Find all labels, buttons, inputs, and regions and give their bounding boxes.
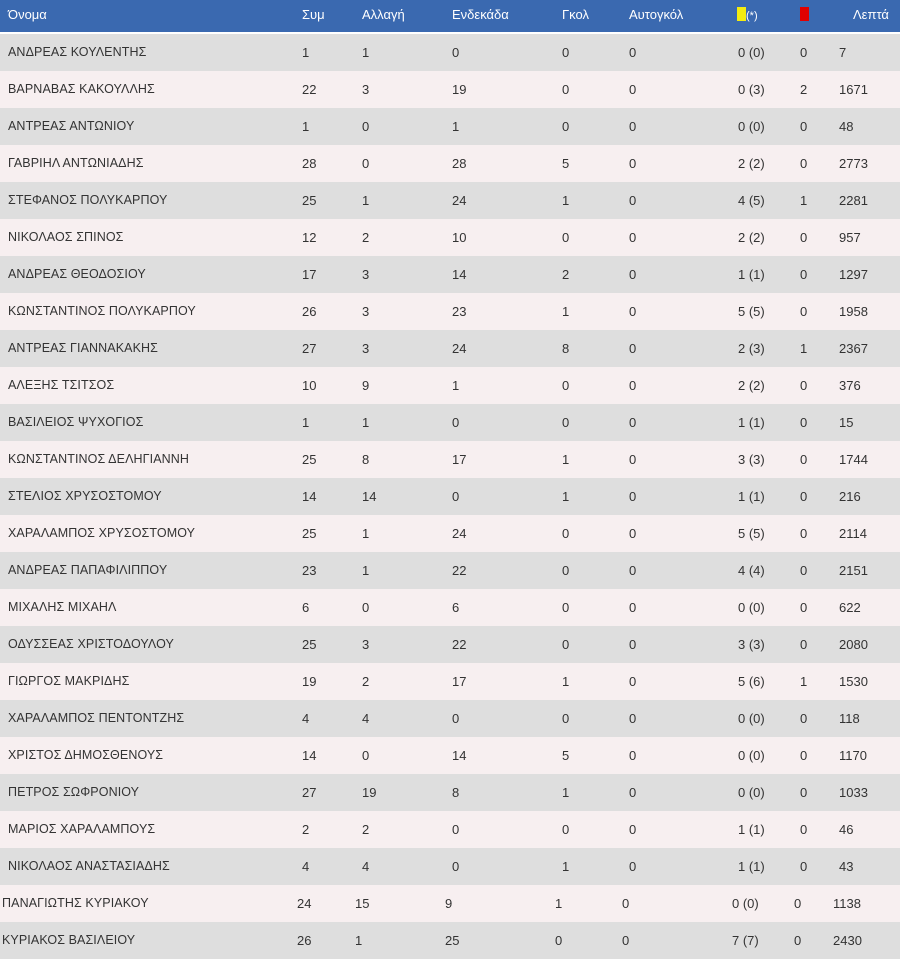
own-goals-cell: 0: [629, 600, 637, 615]
own-goals-cell: 0: [629, 341, 637, 356]
own-goals-cell: 0: [629, 82, 637, 97]
substitutions-cell: 8: [362, 452, 370, 467]
minutes-cell: 118: [839, 711, 860, 726]
own-goals-cell: 0: [629, 452, 637, 467]
player-name-cell: ΚΩΝΣΤΑΝΤΙΝΟΣ ΔΕΛΗΓΙΑΝΝΗ: [8, 452, 190, 466]
player-name-cell: ΑΝΔΡΕΑΣ ΠΑΠΑΦΙΛΙΠΠΟΥ: [8, 563, 168, 577]
starts-cell: 17: [452, 452, 467, 467]
yellow-cards-cell: 4 (5): [738, 193, 765, 208]
starts-cell: 22: [452, 563, 467, 578]
starts-cell: 10: [452, 230, 467, 245]
goals-cell: 1: [562, 674, 570, 689]
column-header-apps[interactable]: Συμ: [302, 7, 325, 22]
goals-cell: 0: [562, 637, 570, 652]
starts-cell: 1: [452, 378, 460, 393]
table-row: [0, 700, 900, 737]
substitutions-cell: 0: [362, 600, 370, 615]
table-row: [0, 219, 900, 256]
starts-cell: 17: [452, 674, 467, 689]
goals-cell: 0: [562, 82, 570, 97]
own-goals-cell: 0: [629, 526, 637, 541]
starts-cell: 1: [452, 119, 460, 134]
substitutions-cell: 14: [362, 489, 377, 504]
goals-cell: 1: [562, 304, 570, 319]
table-row: [0, 367, 900, 404]
goals-cell: 8: [562, 341, 570, 356]
minutes-cell: 2151: [839, 563, 868, 578]
table-row: [0, 552, 900, 589]
player-name-cell: ΚΩΝΣΤΑΝΤΙΝΟΣ ΠΟΛΥΚΑΡΠΟΥ: [8, 304, 196, 318]
red-cards-cell: 0: [800, 378, 808, 393]
table-row: [0, 71, 900, 108]
goals-cell: 0: [562, 415, 570, 430]
own-goals-cell: 0: [629, 230, 637, 245]
player-name-cell: ΟΔΥΣΣΕΑΣ ΧΡΙΣΤΟΔΟΥΛΟΥ: [8, 637, 174, 651]
yellow-cards-cell: 4 (4): [738, 563, 765, 578]
substitutions-cell: 0: [362, 748, 370, 763]
minutes-cell: 2114: [839, 526, 867, 541]
goals-cell: 1: [562, 193, 570, 208]
red-cards-cell: 0: [800, 452, 808, 467]
yellow-cards-cell: 5 (5): [738, 526, 765, 541]
appearances-cell: 25: [302, 193, 317, 208]
appearances-cell: 25: [302, 526, 317, 541]
starts-cell: 9: [445, 896, 453, 911]
own-goals-cell: 0: [622, 896, 630, 911]
substitutions-cell: 3: [362, 267, 370, 282]
player-name-cell: ΣΤΕΦΑΝΟΣ ΠΟΛΥΚΑΡΠΟΥ: [8, 193, 168, 207]
appearances-cell: 22: [302, 82, 317, 97]
yellow-cards-cell: 2 (2): [738, 378, 765, 393]
red-cards-cell: 1: [800, 193, 808, 208]
goals-cell: 1: [562, 452, 570, 467]
goals-cell: 5: [562, 748, 570, 763]
yellow-cards-cell: 0 (0): [738, 711, 765, 726]
substitutions-cell: 2: [362, 822, 370, 837]
starts-cell: 0: [452, 822, 460, 837]
red-card-icon: [800, 7, 809, 21]
player-name-cell: ΒΑΡΝΑΒΑΣ ΚΑΚΟΥΛΛΗΣ: [8, 82, 155, 96]
appearances-cell: 27: [302, 341, 317, 356]
minutes-cell: 957: [839, 230, 861, 245]
player-name-cell: ΑΝΤΡΕΑΣ ΓΙΑΝΝΑΚΑΚΗΣ: [8, 341, 158, 355]
player-name-cell: ΝΙΚΟΛΑΟΣ ΑΝΑΣΤΑΣΙΑΔΗΣ: [8, 859, 170, 873]
goals-cell: 0: [562, 526, 570, 541]
goals-cell: 1: [555, 896, 563, 911]
appearances-cell: 17: [302, 267, 317, 282]
yellow-cards-cell: 3 (3): [738, 637, 765, 652]
starts-cell: 23: [452, 304, 467, 319]
appearances-cell: 1: [302, 45, 310, 60]
goals-cell: 0: [562, 563, 570, 578]
appearances-cell: 27: [302, 785, 317, 800]
table-header-row: [0, 0, 900, 32]
red-cards-cell: 0: [800, 45, 808, 60]
goals-cell: 1: [562, 859, 570, 874]
table-row: [0, 478, 900, 515]
starts-cell: 24: [452, 193, 467, 208]
appearances-cell: 10: [302, 378, 317, 393]
column-header-starts[interactable]: Ενδεκάδα: [452, 7, 509, 22]
goals-cell: 5: [562, 156, 570, 171]
red-cards-cell: 0: [800, 230, 808, 245]
substitutions-cell: 0: [362, 156, 370, 171]
red-cards-cell: 0: [800, 822, 808, 837]
column-header-subs[interactable]: Αλλαγή: [362, 7, 405, 22]
yellow-cards-cell: 0 (0): [738, 785, 765, 800]
goals-cell: 0: [562, 119, 570, 134]
red-cards-cell: 1: [800, 674, 808, 689]
red-cards-cell: 0: [800, 119, 808, 134]
starts-cell: 0: [452, 45, 460, 60]
table-row: [0, 34, 900, 71]
starts-cell: 22: [452, 637, 467, 652]
table-row: [0, 256, 900, 293]
starts-cell: 0: [452, 859, 460, 874]
substitutions-cell: 3: [362, 637, 370, 652]
yellow-cards-cell: 5 (6): [738, 674, 765, 689]
minutes-cell: 1744: [839, 452, 868, 467]
own-goals-cell: 0: [629, 415, 637, 430]
red-cards-cell: 0: [794, 896, 802, 911]
appearances-cell: 24: [297, 896, 312, 911]
own-goals-cell: 0: [629, 859, 637, 874]
own-goals-cell: 0: [629, 193, 637, 208]
yellow-cards-cell: 2 (2): [738, 230, 765, 245]
goals-cell: 0: [555, 933, 563, 948]
minutes-cell: 2773: [839, 156, 868, 171]
yellow-cards-cell: 3 (3): [738, 452, 765, 467]
goals-cell: 0: [562, 230, 570, 245]
appearances-cell: 12: [302, 230, 317, 245]
column-header-goals[interactable]: Γκολ: [562, 7, 589, 22]
appearances-cell: 14: [302, 748, 317, 763]
appearances-cell: 2: [302, 822, 310, 837]
yellow-cards-cell: 0 (3): [738, 82, 765, 97]
red-cards-cell: 1: [800, 341, 808, 356]
player-name-cell: ΓΑΒΡΙΗΛ ΑΝΤΩΝΙΑΔΗΣ: [8, 156, 144, 170]
table-row: [0, 811, 900, 848]
minutes-cell: 2281: [839, 193, 868, 208]
appearances-cell: 6: [302, 600, 310, 615]
appearances-cell: 28: [302, 156, 317, 171]
substitutions-cell: 1: [362, 415, 370, 430]
red-cards-cell: 0: [800, 711, 808, 726]
starts-cell: 0: [452, 415, 460, 430]
red-cards-cell: 0: [800, 489, 808, 504]
minutes-cell: 2080: [839, 637, 868, 652]
appearances-cell: 23: [302, 563, 317, 578]
minutes-cell: 2367: [839, 341, 868, 356]
substitutions-cell: 1: [355, 933, 363, 948]
table-row: [0, 404, 900, 441]
appearances-cell: 26: [302, 304, 317, 319]
appearances-cell: 4: [302, 711, 310, 726]
minutes-cell: 1138: [833, 896, 861, 911]
red-cards-cell: 0: [794, 933, 802, 948]
own-goals-cell: 0: [629, 304, 637, 319]
yellow-cards-cell: 0 (0): [738, 748, 765, 763]
yellow-cards-cell: 7 (7): [732, 933, 759, 948]
yellow-cards-cell: 0 (0): [732, 896, 759, 911]
minutes-cell: 15: [839, 415, 854, 430]
column-header-name[interactable]: Όνομα: [8, 7, 47, 22]
yellow-cards-cell: 2 (3): [738, 341, 765, 356]
own-goals-cell: 0: [629, 489, 637, 504]
player-name-cell: ΧΑΡΑΛΑΜΠΟΣ ΠΕΝΤΟΝΤΖΗΣ: [8, 711, 185, 725]
substitutions-cell: 3: [362, 82, 370, 97]
column-header-minutes[interactable]: Λεπτά: [853, 7, 889, 22]
appearances-cell: 26: [297, 933, 312, 948]
yellow-cards-cell: 1 (1): [738, 489, 765, 504]
player-name-cell: ΜΑΡΙΟΣ ΧΑΡΑΛΑΜΠΟΥΣ: [8, 822, 156, 836]
starts-cell: 25: [445, 933, 460, 948]
red-cards-cell: 0: [800, 304, 808, 319]
substitutions-cell: 0: [362, 119, 370, 134]
own-goals-cell: 0: [622, 933, 630, 948]
minutes-cell: 7: [839, 45, 847, 60]
table-row: [0, 330, 900, 367]
own-goals-cell: 0: [629, 711, 637, 726]
starts-cell: 6: [452, 600, 460, 615]
yellow-cards-cell: 2 (2): [738, 156, 765, 171]
table-row: [0, 145, 900, 182]
own-goals-cell: 0: [629, 156, 637, 171]
yellow-cards-cell: 1 (1): [738, 415, 765, 430]
own-goals-cell: 0: [629, 563, 637, 578]
table-row: [0, 885, 900, 922]
table-row: [0, 589, 900, 626]
own-goals-cell: 0: [629, 637, 637, 652]
substitutions-cell: 1: [362, 193, 370, 208]
red-cards-cell: 0: [800, 859, 808, 874]
appearances-cell: 1: [302, 119, 310, 134]
starts-cell: 8: [452, 785, 460, 800]
player-name-cell: ΚΥΡΙΑΚΟΣ ΒΑΣΙΛΕΙΟΥ: [2, 933, 136, 947]
player-name-cell: ΠΑΝΑΓΙΩΤΗΣ ΚΥΡΙΑΚΟΥ: [2, 896, 149, 910]
table-row: [0, 293, 900, 330]
own-goals-cell: 0: [629, 378, 637, 393]
minutes-cell: 216: [839, 489, 861, 504]
player-name-cell: ΓΙΩΡΓΟΣ ΜΑΚΡΙΔΗΣ: [8, 674, 130, 688]
player-name-cell: ΣΤΕΛΙΟΣ ΧΡΥΣΟΣΤΟΜΟΥ: [8, 489, 162, 503]
substitutions-cell: 15: [355, 896, 370, 911]
substitutions-cell: 4: [362, 711, 370, 726]
yellow-cards-cell: 0 (0): [738, 45, 765, 60]
substitutions-cell: 2: [362, 674, 370, 689]
red-cards-cell: 0: [800, 637, 808, 652]
red-cards-cell: 2: [800, 82, 808, 97]
red-cards-cell: 0: [800, 748, 808, 763]
minutes-cell: 1958: [839, 304, 868, 319]
column-header-own-goals[interactable]: Αυτογκόλ: [629, 7, 684, 22]
red-cards-cell: 0: [800, 415, 808, 430]
player-name-cell: ΑΝΔΡΕΑΣ ΚΟΥΛΕΝΤΗΣ: [8, 45, 147, 59]
table-row: [0, 848, 900, 885]
starts-cell: 14: [452, 748, 467, 763]
appearances-cell: 4: [302, 859, 310, 874]
own-goals-cell: 0: [629, 45, 637, 60]
red-cards-cell: 0: [800, 156, 808, 171]
player-name-cell: ΧΑΡΑΛΑΜΠΟΣ ΧΡΥΣΟΣΤΟΜΟΥ: [8, 526, 196, 540]
column-header-yellow[interactable]: [737, 0, 758, 31]
substitutions-cell: 1: [362, 563, 370, 578]
starts-cell: 19: [452, 82, 467, 97]
own-goals-cell: 0: [629, 748, 637, 763]
starts-cell: 24: [452, 341, 467, 356]
goals-cell: 0: [562, 45, 570, 60]
table-row: [0, 182, 900, 219]
own-goals-cell: 0: [629, 119, 637, 134]
starts-cell: 28: [452, 156, 467, 171]
red-cards-cell: 0: [800, 785, 808, 800]
substitutions-cell: 1: [362, 45, 370, 60]
starts-cell: 0: [452, 711, 460, 726]
player-name-cell: ΒΑΣΙΛΕΙΟΣ ΨΥΧΟΓΙΟΣ: [8, 415, 144, 429]
player-name-cell: ΑΝΤΡΕΑΣ ΑΝΤΩΝΙΟΥ: [8, 119, 135, 133]
goals-cell: 1: [562, 489, 570, 504]
appearances-cell: 25: [302, 637, 317, 652]
minutes-cell: 43: [839, 859, 854, 874]
minutes-cell: 1170: [839, 748, 867, 763]
substitutions-cell: 1: [362, 526, 370, 541]
yellow-header-note: (*): [746, 10, 758, 22]
starts-cell: 0: [452, 489, 460, 504]
substitutions-cell: 2: [362, 230, 370, 245]
minutes-cell: 46: [839, 822, 854, 837]
yellow-cards-cell: 0 (0): [738, 119, 765, 134]
red-cards-cell: 0: [800, 267, 808, 282]
substitutions-cell: 19: [362, 785, 377, 800]
table-row: [0, 922, 900, 959]
table-row: [0, 663, 900, 700]
table-row: [0, 515, 900, 552]
table-row: [0, 108, 900, 145]
player-name-cell: ΠΕΤΡΟΣ ΣΩΦΡΟΝΙΟΥ: [8, 785, 140, 799]
player-name-cell: ΑΛΕΞΗΣ ΤΣΙΤΣΟΣ: [8, 378, 115, 392]
yellow-cards-cell: 1 (1): [738, 859, 765, 874]
yellow-card-icon: [737, 7, 746, 21]
goals-cell: 0: [562, 600, 570, 615]
minutes-cell: 1671: [839, 82, 868, 97]
minutes-cell: 2430: [833, 933, 862, 948]
substitutions-cell: 4: [362, 859, 370, 874]
table-row: [0, 774, 900, 811]
appearances-cell: 25: [302, 452, 317, 467]
yellow-cards-cell: 1 (1): [738, 822, 765, 837]
substitutions-cell: 3: [362, 304, 370, 319]
minutes-cell: 1530: [839, 674, 868, 689]
minutes-cell: 1033: [839, 785, 868, 800]
player-name-cell: ΧΡΙΣΤΟΣ ΔΗΜΟΣΘΕΝΟΥΣ: [8, 748, 164, 762]
starts-cell: 24: [452, 526, 467, 541]
yellow-cards-cell: 0 (0): [738, 600, 765, 615]
own-goals-cell: 0: [629, 785, 637, 800]
own-goals-cell: 0: [629, 267, 637, 282]
minutes-cell: 376: [839, 378, 861, 393]
goals-cell: 0: [562, 822, 570, 837]
red-cards-cell: 0: [800, 563, 808, 578]
red-cards-cell: 0: [800, 600, 808, 615]
starts-cell: 14: [452, 267, 467, 282]
table-row: [0, 441, 900, 478]
yellow-cards-cell: 1 (1): [738, 267, 765, 282]
yellow-cards-cell: 5 (5): [738, 304, 765, 319]
player-name-cell: ΑΝΔΡΕΑΣ ΘΕΟΔΟΣΙΟΥ: [8, 267, 146, 281]
own-goals-cell: 0: [629, 674, 637, 689]
substitutions-cell: 9: [362, 378, 370, 393]
minutes-cell: 48: [839, 119, 854, 134]
goals-cell: 1: [562, 785, 570, 800]
goals-cell: 0: [562, 711, 570, 726]
player-name-cell: ΜΙΧΑΛΗΣ ΜΙΧΑΗΛ: [8, 600, 117, 614]
own-goals-cell: 0: [629, 822, 637, 837]
minutes-cell: 1297: [839, 267, 868, 282]
appearances-cell: 19: [302, 674, 317, 689]
minutes-cell: 622: [839, 600, 861, 615]
goals-cell: 2: [562, 267, 570, 282]
column-header-red[interactable]: [800, 0, 809, 30]
substitutions-cell: 3: [362, 341, 370, 356]
appearances-cell: 14: [302, 489, 317, 504]
goals-cell: 0: [562, 378, 570, 393]
player-name-cell: ΝΙΚΟΛΑΟΣ ΣΠΙΝΟΣ: [8, 230, 124, 244]
table-row: [0, 737, 900, 774]
red-cards-cell: 0: [800, 526, 808, 541]
appearances-cell: 1: [302, 415, 310, 430]
table-row: [0, 626, 900, 663]
